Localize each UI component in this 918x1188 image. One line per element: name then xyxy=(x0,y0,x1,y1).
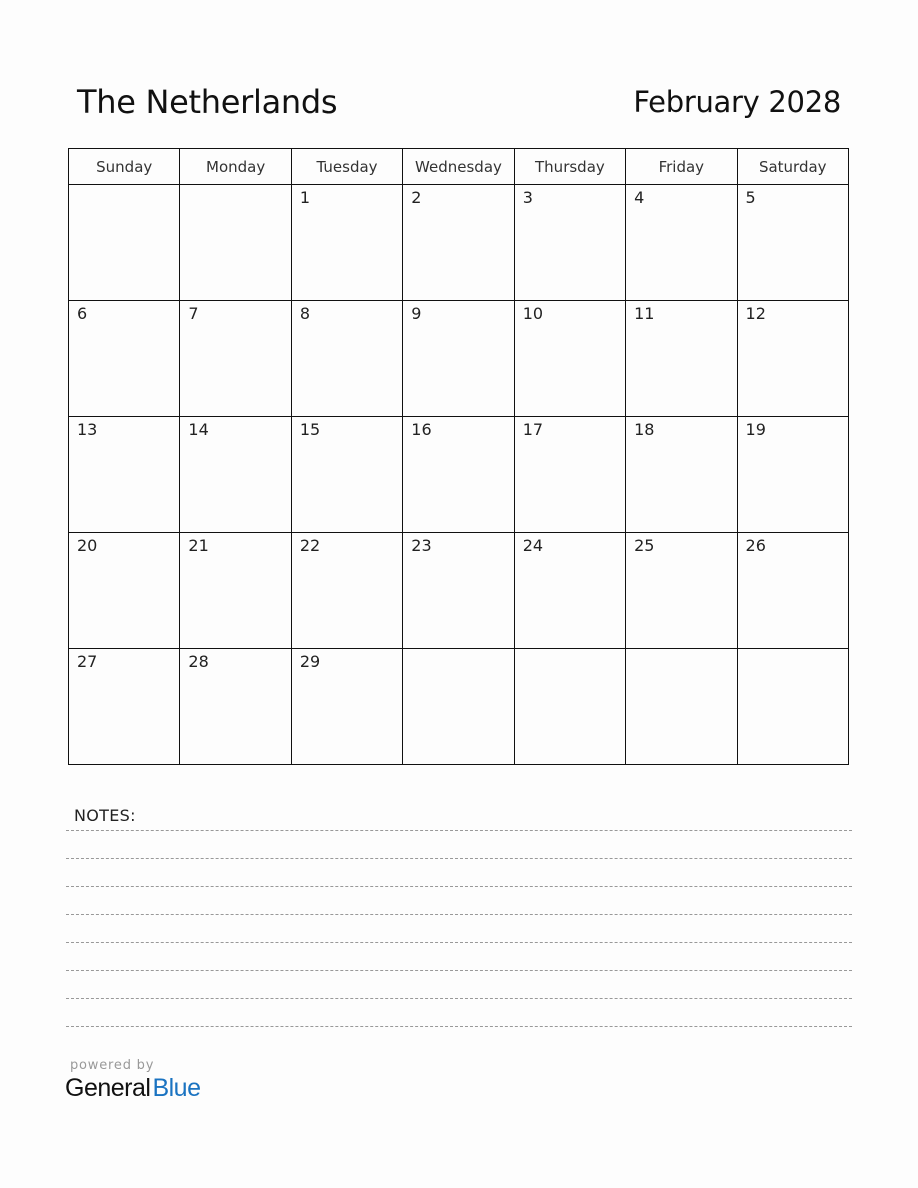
day-cell xyxy=(180,649,291,765)
day-number: 26 xyxy=(745,536,766,555)
day-cell xyxy=(737,533,848,649)
day-number: 21 xyxy=(188,536,209,555)
powered-by-text: powered by xyxy=(70,1058,155,1073)
day-cell xyxy=(514,185,625,301)
day-number: 18 xyxy=(634,420,655,439)
weekday-wednesday: Wednesday xyxy=(403,149,514,185)
day-cell xyxy=(291,417,402,533)
day-number: 5 xyxy=(745,188,756,207)
day-number: 12 xyxy=(745,304,766,323)
day-number xyxy=(403,649,513,652)
day-cell xyxy=(514,649,625,765)
note-line xyxy=(66,886,852,887)
day-number: 22 xyxy=(299,536,321,555)
day-cell xyxy=(180,185,291,301)
week-row-1 xyxy=(69,185,849,301)
note-line xyxy=(66,914,852,915)
day-cell xyxy=(69,301,180,417)
country-title: The Netherlands xyxy=(77,83,338,121)
day-cell xyxy=(69,649,180,765)
day-number: 10 xyxy=(522,304,544,323)
generalblue-logo xyxy=(65,1074,201,1103)
day-cell xyxy=(69,417,180,533)
day-cell xyxy=(180,417,291,533)
note-line xyxy=(66,942,852,943)
day-number: 11 xyxy=(634,304,655,323)
weekday-tuesday: Tuesday xyxy=(291,149,402,185)
day-cell xyxy=(403,649,514,765)
day-number: 3 xyxy=(522,188,533,207)
day-number: 28 xyxy=(188,652,209,671)
notes-label: NOTES: xyxy=(74,806,136,825)
day-number: 20 xyxy=(77,536,98,555)
note-line xyxy=(66,858,852,859)
day-cell xyxy=(514,301,625,417)
day-cell xyxy=(626,533,737,649)
day-cell xyxy=(626,301,737,417)
day-number: 29 xyxy=(299,652,321,671)
brand-blue-text: Blue xyxy=(152,1074,201,1102)
day-cell xyxy=(514,533,625,649)
day-cell xyxy=(737,185,848,301)
day-cell xyxy=(514,417,625,533)
weekday-saturday: Saturday xyxy=(737,149,848,185)
week-row-3 xyxy=(69,417,849,533)
day-number: 27 xyxy=(77,652,98,671)
weekday-sunday: Sunday xyxy=(69,149,180,185)
day-cell xyxy=(737,301,848,417)
day-cell xyxy=(69,185,180,301)
day-cell xyxy=(69,533,180,649)
day-cell xyxy=(291,301,402,417)
day-number: 4 xyxy=(634,188,645,207)
day-cell xyxy=(403,533,514,649)
note-line xyxy=(66,970,852,971)
day-number: 7 xyxy=(188,304,199,323)
day-number xyxy=(515,649,625,652)
brand-general-text: General xyxy=(65,1074,151,1102)
day-cell xyxy=(737,649,848,765)
day-number: 2 xyxy=(411,188,422,207)
day-cell xyxy=(626,649,737,765)
day-cell xyxy=(291,649,402,765)
day-number xyxy=(626,649,736,652)
day-number: 24 xyxy=(522,536,544,555)
day-number: 17 xyxy=(522,420,544,439)
day-cell xyxy=(626,185,737,301)
weekday-friday: Friday xyxy=(626,149,737,185)
day-cell xyxy=(626,417,737,533)
day-cell xyxy=(403,185,514,301)
day-cell xyxy=(737,417,848,533)
note-line xyxy=(66,830,852,831)
day-number: 6 xyxy=(77,304,88,323)
week-row-4 xyxy=(69,533,849,649)
day-number: 23 xyxy=(411,536,432,555)
month-year-title: February 2028 xyxy=(633,85,841,119)
day-cell xyxy=(403,417,514,533)
day-number: 14 xyxy=(188,420,209,439)
day-number: 1 xyxy=(299,188,311,207)
day-cell xyxy=(291,533,402,649)
day-cell xyxy=(403,301,514,417)
day-number: 8 xyxy=(299,304,311,323)
day-number xyxy=(738,649,848,652)
note-line xyxy=(66,998,852,999)
week-row-2 xyxy=(69,301,849,417)
day-number: 13 xyxy=(77,420,98,439)
weekday-thursday: Thursday xyxy=(514,149,625,185)
day-number: 9 xyxy=(411,304,422,323)
day-cell xyxy=(180,301,291,417)
day-cell xyxy=(291,185,402,301)
day-number xyxy=(180,185,290,188)
day-number: 15 xyxy=(299,420,321,439)
note-line xyxy=(66,1026,852,1027)
weekday-monday: Monday xyxy=(180,149,291,185)
day-cell xyxy=(180,533,291,649)
day-number: 25 xyxy=(634,536,655,555)
day-number: 19 xyxy=(745,420,766,439)
weekday-header-row xyxy=(69,149,849,185)
day-number: 16 xyxy=(411,420,432,439)
calendar-grid xyxy=(68,148,849,765)
day-number xyxy=(69,185,179,188)
week-row-5 xyxy=(69,649,849,765)
